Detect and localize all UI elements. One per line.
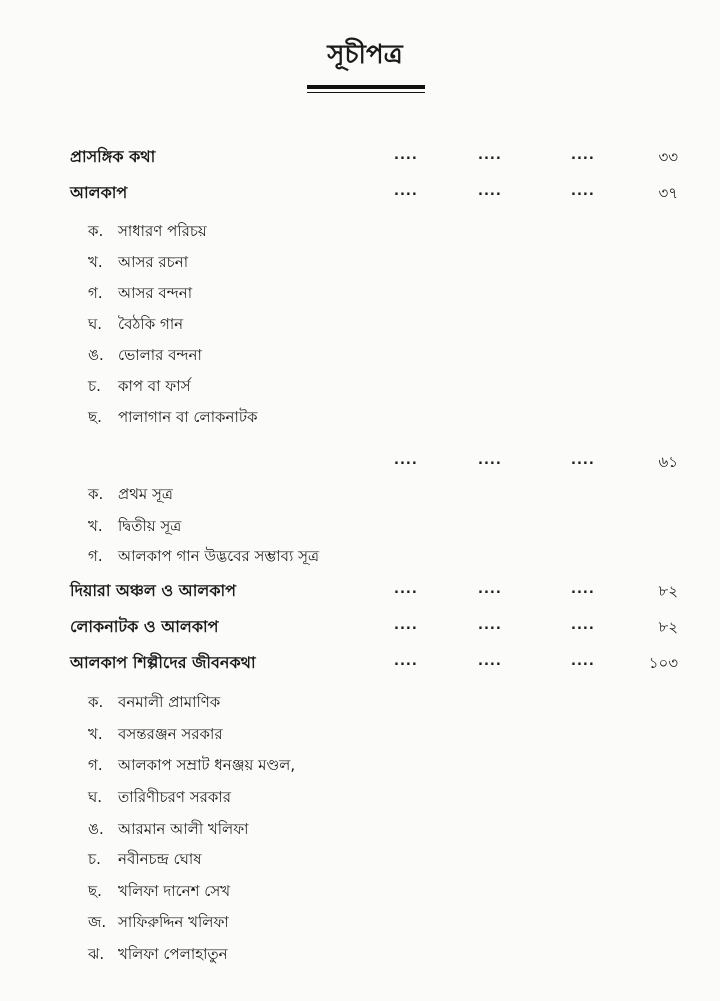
toc-page-number: ৩৩ [658,148,678,166]
toc-sub-label: আরমান আলী খলিফা [118,820,249,838]
toc-main-label: আলকাপ [70,183,128,202]
toc-sub-entry [0,341,720,369]
toc-page-number: ১০৩ [648,654,678,672]
toc-sub-entry [0,512,720,540]
page-title: সূচীপত্র [327,40,403,70]
toc-sub-entry [0,310,720,338]
toc-sub-label: সাধারণ পরিচয় [118,222,207,240]
toc-leader-dots: .... [394,184,418,199]
toc-sub-entry [0,688,720,716]
toc-sub-marker: ক. [88,485,104,503]
toc-leader-dots: .... [394,582,418,597]
toc-main-entry [0,613,720,641]
toc-sub-marker: ঘ. [88,315,103,333]
toc-main-entry [0,143,720,171]
toc-sub-marker: ঙ. [88,820,104,838]
toc-main-label: লোকনাটক ও আলকাপ [70,617,219,636]
toc-sub-label: আসর বন্দনা [118,284,193,302]
toc-sub-marker: চ. [88,377,101,395]
toc-sub-entry [0,403,720,431]
toc-leader-dots: .... [394,148,418,163]
toc-main-entry [0,179,720,207]
toc-leader-dots: .... [478,654,502,669]
toc-sub-marker: ঙ. [88,346,104,364]
toc-sub-label: ভোলার বন্দনা [118,346,202,364]
toc-main-entry [0,448,720,476]
toc-sub-marker: চ. [88,850,101,868]
toc-main-entry [0,649,720,677]
toc-sub-entry [0,279,720,307]
toc-leader-dots: .... [478,618,502,633]
toc-sub-marker: ক. [88,693,104,711]
toc-sub-marker: ক. [88,222,104,240]
toc-leader-dots: .... [394,618,418,633]
toc-sub-entry [0,783,720,811]
toc-sub-marker: গ. [88,547,103,565]
toc-page-number: ৩৭ [658,184,678,202]
toc-sub-entry [0,720,720,748]
toc-sub-entry [0,542,720,570]
toc-sub-marker: গ. [88,756,103,774]
toc-page-number: ৮২ [658,618,678,636]
toc-sub-marker: ছ. [88,882,102,900]
toc-leader-dots: .... [478,453,502,468]
toc-page-number: ৮২ [658,582,678,600]
toc-sub-label: আলকাপ গান উদ্ভবের সম্ভাব্য সূত্র [118,547,320,565]
toc-leader-dots: .... [571,148,595,163]
toc-sub-label: বনমালী প্রামাণিক [118,693,221,711]
title-underline-thin [307,92,425,93]
toc-main-entry [0,577,720,605]
toc-sub-marker: খ. [88,517,103,535]
toc-sub-marker: জ. [88,913,107,931]
toc-sub-entry [0,815,720,843]
toc-main-label: আলকাপ শিল্পীদের জীবনকথা [70,653,256,672]
toc-leader-dots: .... [571,582,595,597]
toc-leader-dots: .... [571,184,595,199]
toc-sub-label: দ্বিতীয় সূত্র [118,517,182,535]
toc-leader-dots: .... [571,618,595,633]
toc-leader-dots: .... [394,654,418,669]
toc-sub-marker: খ. [88,725,103,743]
toc-sub-label: তারিণীচরণ সরকার [118,788,231,806]
toc-sub-marker: গ. [88,284,103,302]
page-title-block [300,38,430,72]
toc-sub-entry [0,877,720,905]
toc-sub-entry [0,845,720,873]
toc-page-number: ৬১ [658,453,678,471]
toc-leader-dots: .... [571,453,595,468]
toc-leader-dots: .... [478,582,502,597]
toc-sub-entry [0,908,720,936]
toc-sub-entry [0,217,720,245]
toc-main-label: দিয়ারা অঞ্চল ও আলকাপ [70,581,237,600]
toc-sub-label: প্রথম সূত্র [118,485,173,503]
toc-sub-label: খলিফা দানেশ সেখ [118,882,231,900]
toc-sub-label: বসন্তরঞ্জন সরকার [118,725,223,743]
toc-sub-label: আসর রচনা [118,253,189,271]
title-underline-thick [307,85,425,89]
toc-sub-label: খলিফা পেলাহাতুন [118,945,228,963]
toc-sub-marker: ঝ. [88,945,105,963]
toc-main-label: প্রাসঙ্গিক কথা [70,147,156,166]
toc-sub-marker: ঘ. [88,788,103,806]
toc-sub-label: সাফিরুদ্দিন খলিফা [118,913,229,931]
toc-sub-label: পালাগান বা লোকনাটক [118,408,258,426]
toc-sub-label: আলকাপ সম্রাট ধনঞ্জয় মণ্ডল, [118,756,296,774]
toc-sub-marker: ছ. [88,408,102,426]
toc-leader-dots: .... [571,654,595,669]
toc-leader-dots: .... [478,184,502,199]
toc-sub-entry [0,940,720,968]
toc-leader-dots: .... [478,148,502,163]
toc-sub-label: নবীনচন্দ্র ঘোষ [118,850,202,868]
toc-sub-entry [0,751,720,779]
toc-sub-label: কাপ বা ফার্স [118,377,191,395]
toc-sub-marker: খ. [88,253,103,271]
toc-sub-entry [0,248,720,276]
toc-sub-entry [0,372,720,400]
toc-sub-entry [0,480,720,508]
toc-sub-label: বৈঠকি গান [118,315,184,333]
toc-leader-dots: .... [394,453,418,468]
